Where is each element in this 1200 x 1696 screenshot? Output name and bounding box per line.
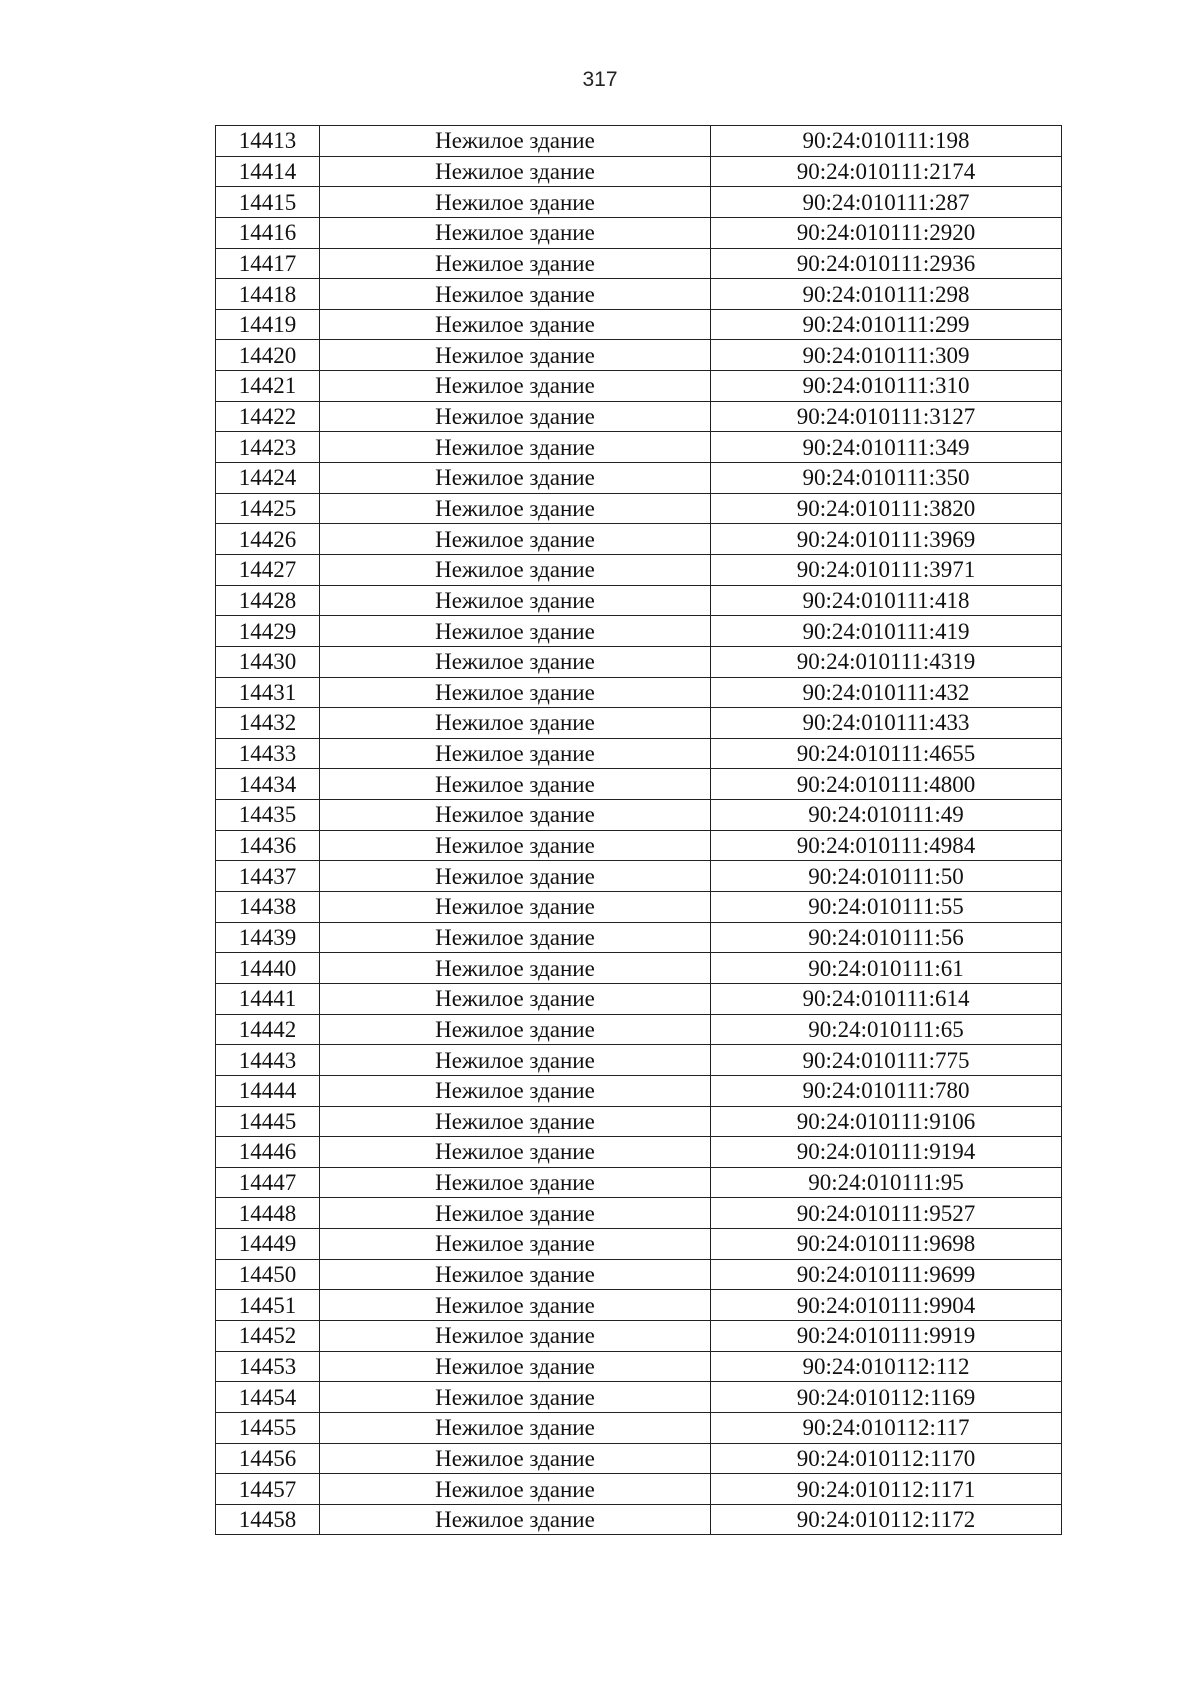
row-number-cell: 14437	[216, 861, 320, 892]
cadastral-number-cell: 90:24:010112:1170	[711, 1443, 1062, 1474]
row-number-cell: 14444	[216, 1075, 320, 1106]
table-row	[216, 585, 1062, 616]
table-row	[216, 769, 1062, 800]
row-number-cell: 14430	[216, 646, 320, 677]
object-type-cell: Нежилое здание	[320, 677, 711, 708]
table-row	[216, 738, 1062, 769]
object-type-cell: Нежилое здание	[320, 1075, 711, 1106]
object-type-cell: Нежилое здание	[320, 279, 711, 310]
table-row	[216, 892, 1062, 923]
object-type-cell: Нежилое здание	[320, 1382, 711, 1413]
table-row	[216, 983, 1062, 1014]
object-type-cell: Нежилое здание	[320, 983, 711, 1014]
cadastral-number-cell: 90:24:010111:9904	[711, 1290, 1062, 1321]
cadastral-number-cell: 90:24:010111:309	[711, 340, 1062, 371]
cadastral-number-cell: 90:24:010111:9698	[711, 1229, 1062, 1260]
table-row	[216, 830, 1062, 861]
row-number-cell: 14424	[216, 463, 320, 494]
table-row	[216, 217, 1062, 248]
row-number-cell: 14454	[216, 1382, 320, 1413]
table-row	[216, 1014, 1062, 1045]
cadastral-number-cell: 90:24:010111:9106	[711, 1106, 1062, 1137]
table-row	[216, 554, 1062, 585]
cadastral-number-cell: 90:24:010111:310	[711, 371, 1062, 402]
row-number-cell: 14433	[216, 738, 320, 769]
table-row	[216, 1351, 1062, 1382]
cadastral-number-cell: 90:24:010111:780	[711, 1075, 1062, 1106]
cadastral-number-cell: 90:24:010112:1172	[711, 1504, 1062, 1535]
cadastral-number-cell: 90:24:010111:3127	[711, 401, 1062, 432]
table-row	[216, 646, 1062, 677]
cadastral-number-cell: 90:24:010111:3969	[711, 524, 1062, 555]
table-row	[216, 1045, 1062, 1076]
table-row	[216, 463, 1062, 494]
table-row	[216, 616, 1062, 647]
object-type-cell: Нежилое здание	[320, 861, 711, 892]
row-number-cell: 14458	[216, 1504, 320, 1535]
row-number-cell: 14450	[216, 1259, 320, 1290]
object-type-cell: Нежилое здание	[320, 616, 711, 647]
table-row	[216, 248, 1062, 279]
cadastral-number-cell: 90:24:010112:1171	[711, 1474, 1062, 1505]
object-type-cell: Нежилое здание	[320, 1504, 711, 1535]
row-number-cell: 14423	[216, 432, 320, 463]
cadastral-number-cell: 90:24:010111:418	[711, 585, 1062, 616]
object-type-cell: Нежилое здание	[320, 953, 711, 984]
object-type-cell: Нежилое здание	[320, 554, 711, 585]
row-number-cell: 14432	[216, 708, 320, 739]
table-row	[216, 156, 1062, 187]
object-type-cell: Нежилое здание	[320, 738, 711, 769]
cadastral-number-cell: 90:24:010111:9699	[711, 1259, 1062, 1290]
object-type-cell: Нежилое здание	[320, 309, 711, 340]
row-number-cell: 14453	[216, 1351, 320, 1382]
row-number-cell: 14416	[216, 217, 320, 248]
row-number-cell: 14452	[216, 1320, 320, 1351]
cadastral-number-cell: 90:24:010111:614	[711, 983, 1062, 1014]
cadastral-number-cell: 90:24:010111:433	[711, 708, 1062, 739]
cadastral-number-cell: 90:24:010111:350	[711, 463, 1062, 494]
object-type-cell: Нежилое здание	[320, 585, 711, 616]
object-type-cell: Нежилое здание	[320, 432, 711, 463]
table-row	[216, 1504, 1062, 1535]
row-number-cell: 14440	[216, 953, 320, 984]
object-type-cell: Нежилое здание	[320, 401, 711, 432]
object-type-cell: Нежилое здание	[320, 1320, 711, 1351]
object-type-cell: Нежилое здание	[320, 646, 711, 677]
registry-table	[215, 125, 1062, 1535]
row-number-cell: 14426	[216, 524, 320, 555]
table-row	[216, 1290, 1062, 1321]
table-row	[216, 1229, 1062, 1260]
object-type-cell: Нежилое здание	[320, 187, 711, 218]
row-number-cell: 14438	[216, 892, 320, 923]
table-row	[216, 1106, 1062, 1137]
cadastral-number-cell: 90:24:010111:419	[711, 616, 1062, 647]
object-type-cell: Нежилое здание	[320, 1137, 711, 1168]
table-row	[216, 1474, 1062, 1505]
cadastral-number-cell: 90:24:010112:1169	[711, 1382, 1062, 1413]
cadastral-number-cell: 90:24:010111:9527	[711, 1198, 1062, 1229]
object-type-cell: Нежилое здание	[320, 463, 711, 494]
cadastral-number-cell: 90:24:010111:61	[711, 953, 1062, 984]
row-number-cell: 14427	[216, 554, 320, 585]
cadastral-number-cell: 90:24:010111:2920	[711, 217, 1062, 248]
object-type-cell: Нежилое здание	[320, 248, 711, 279]
table-row	[216, 432, 1062, 463]
row-number-cell: 14446	[216, 1137, 320, 1168]
row-number-cell: 14428	[216, 585, 320, 616]
table-row	[216, 1167, 1062, 1198]
table-row	[216, 1382, 1062, 1413]
table-row	[216, 340, 1062, 371]
object-type-cell: Нежилое здание	[320, 1198, 711, 1229]
table-row	[216, 1137, 1062, 1168]
row-number-cell: 14436	[216, 830, 320, 861]
cadastral-number-cell: 90:24:010111:432	[711, 677, 1062, 708]
table-row	[216, 708, 1062, 739]
table-row	[216, 1198, 1062, 1229]
cadastral-number-cell: 90:24:010111:95	[711, 1167, 1062, 1198]
object-type-cell: Нежилое здание	[320, 126, 711, 157]
object-type-cell: Нежилое здание	[320, 1045, 711, 1076]
table-row	[216, 922, 1062, 953]
row-number-cell: 14421	[216, 371, 320, 402]
table-row	[216, 126, 1062, 157]
cadastral-number-cell: 90:24:010111:65	[711, 1014, 1062, 1045]
object-type-cell: Нежилое здание	[320, 1290, 711, 1321]
cadastral-number-cell: 90:24:010111:55	[711, 892, 1062, 923]
row-number-cell: 14445	[216, 1106, 320, 1137]
table-row	[216, 861, 1062, 892]
row-number-cell: 14442	[216, 1014, 320, 1045]
cadastral-number-cell: 90:24:010111:775	[711, 1045, 1062, 1076]
table-row	[216, 279, 1062, 310]
cadastral-number-cell: 90:24:010111:299	[711, 309, 1062, 340]
row-number-cell: 14448	[216, 1198, 320, 1229]
row-number-cell: 14457	[216, 1474, 320, 1505]
cadastral-number-cell: 90:24:010111:49	[711, 800, 1062, 831]
cadastral-number-cell: 90:24:010112:117	[711, 1412, 1062, 1443]
table-row	[216, 1320, 1062, 1351]
row-number-cell: 14439	[216, 922, 320, 953]
table-row	[216, 493, 1062, 524]
row-number-cell: 14447	[216, 1167, 320, 1198]
object-type-cell: Нежилое здание	[320, 1014, 711, 1045]
cadastral-number-cell: 90:24:010111:2174	[711, 156, 1062, 187]
cadastral-number-cell: 90:24:010111:9194	[711, 1137, 1062, 1168]
row-number-cell: 14431	[216, 677, 320, 708]
object-type-cell: Нежилое здание	[320, 524, 711, 555]
object-type-cell: Нежилое здание	[320, 1259, 711, 1290]
table-row	[216, 1443, 1062, 1474]
object-type-cell: Нежилое здание	[320, 1412, 711, 1443]
cadastral-number-cell: 90:24:010111:50	[711, 861, 1062, 892]
row-number-cell: 14441	[216, 983, 320, 1014]
row-number-cell: 14417	[216, 248, 320, 279]
row-number-cell: 14425	[216, 493, 320, 524]
row-number-cell: 14415	[216, 187, 320, 218]
row-number-cell: 14434	[216, 769, 320, 800]
object-type-cell: Нежилое здание	[320, 156, 711, 187]
row-number-cell: 14435	[216, 800, 320, 831]
cadastral-number-cell: 90:24:010111:287	[711, 187, 1062, 218]
table-row	[216, 1412, 1062, 1443]
row-number-cell: 14455	[216, 1412, 320, 1443]
cadastral-number-cell: 90:24:010111:198	[711, 126, 1062, 157]
table-row	[216, 677, 1062, 708]
table-row	[216, 1259, 1062, 1290]
object-type-cell: Нежилое здание	[320, 800, 711, 831]
row-number-cell: 14413	[216, 126, 320, 157]
row-number-cell: 14429	[216, 616, 320, 647]
object-type-cell: Нежилое здание	[320, 922, 711, 953]
table-row	[216, 953, 1062, 984]
cadastral-number-cell: 90:24:010111:4984	[711, 830, 1062, 861]
row-number-cell: 14419	[216, 309, 320, 340]
object-type-cell: Нежилое здание	[320, 708, 711, 739]
table-row	[216, 1075, 1062, 1106]
object-type-cell: Нежилое здание	[320, 1351, 711, 1382]
object-type-cell: Нежилое здание	[320, 493, 711, 524]
object-type-cell: Нежилое здание	[320, 830, 711, 861]
row-number-cell: 14422	[216, 401, 320, 432]
object-type-cell: Нежилое здание	[320, 340, 711, 371]
table-row	[216, 187, 1062, 218]
row-number-cell: 14449	[216, 1229, 320, 1260]
cadastral-number-cell: 90:24:010111:4800	[711, 769, 1062, 800]
page-number: 317	[582, 68, 618, 91]
cadastral-number-cell: 90:24:010111:9919	[711, 1320, 1062, 1351]
cadastral-number-cell: 90:24:010111:4655	[711, 738, 1062, 769]
object-type-cell: Нежилое здание	[320, 1474, 711, 1505]
table-row	[216, 524, 1062, 555]
row-number-cell: 14418	[216, 279, 320, 310]
object-type-cell: Нежилое здание	[320, 217, 711, 248]
row-number-cell: 14451	[216, 1290, 320, 1321]
object-type-cell: Нежилое здание	[320, 769, 711, 800]
table-row	[216, 401, 1062, 432]
row-number-cell: 14414	[216, 156, 320, 187]
object-type-cell: Нежилое здание	[320, 1167, 711, 1198]
object-type-cell: Нежилое здание	[320, 892, 711, 923]
table-row	[216, 371, 1062, 402]
cadastral-number-cell: 90:24:010111:2936	[711, 248, 1062, 279]
cadastral-number-cell: 90:24:010111:349	[711, 432, 1062, 463]
cadastral-number-cell: 90:24:010112:112	[711, 1351, 1062, 1382]
object-type-cell: Нежилое здание	[320, 371, 711, 402]
cadastral-number-cell: 90:24:010111:56	[711, 922, 1062, 953]
object-type-cell: Нежилое здание	[320, 1443, 711, 1474]
registry-table-body	[216, 126, 1062, 1535]
cadastral-number-cell: 90:24:010111:298	[711, 279, 1062, 310]
object-type-cell: Нежилое здание	[320, 1106, 711, 1137]
row-number-cell: 14443	[216, 1045, 320, 1076]
table-row	[216, 309, 1062, 340]
object-type-cell: Нежилое здание	[320, 1229, 711, 1260]
cadastral-number-cell: 90:24:010111:3971	[711, 554, 1062, 585]
cadastral-number-cell: 90:24:010111:4319	[711, 646, 1062, 677]
table-row	[216, 800, 1062, 831]
row-number-cell: 14456	[216, 1443, 320, 1474]
cadastral-number-cell: 90:24:010111:3820	[711, 493, 1062, 524]
row-number-cell: 14420	[216, 340, 320, 371]
